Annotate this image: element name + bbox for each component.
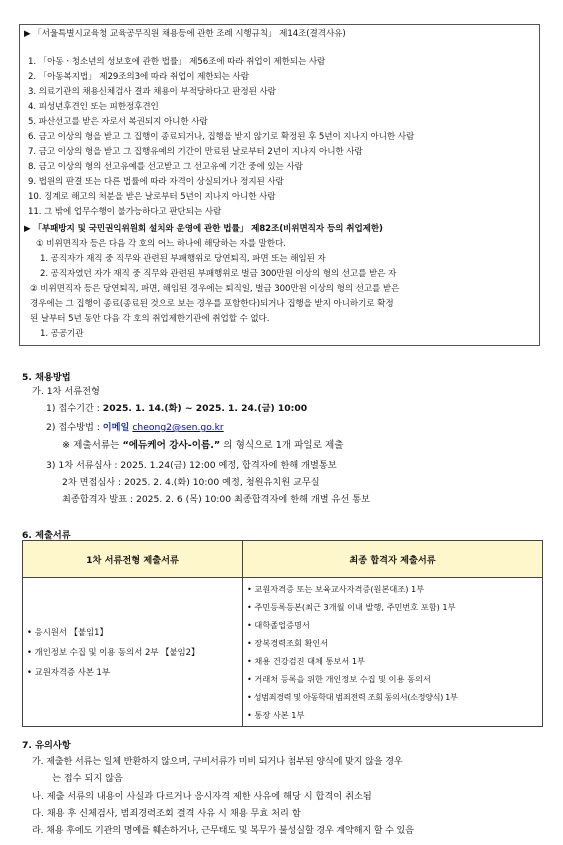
application-method: 2) 접수방법 : 이메일 cheong2@sen.go.kr [46, 422, 224, 433]
list-item: • 거래처 등록을 위한 개인정보 수집 및 이용 동의서 [247, 674, 431, 684]
list-item: • 장복경력조회 확인서 [247, 638, 329, 648]
list-item: • 대학졸업증명서 [247, 620, 310, 630]
clause-para: 경우에는 그 집행이 종료(종료된 것으로 보는 경우를 포함한다)되거나 집행을 받지 아니하기로 확정 [30, 299, 394, 309]
list-item: • 주민등록등본(최근 3개월 이내 발행, 주민번호 포함) 1부 [247, 602, 456, 612]
list-item: 7. 금고 이상의 형을 받고 그 집행유예의 기간이 만료된 날로부터 2년이 지나지 아니한 사람 [28, 147, 363, 157]
list-item: 2. 「아동복지법」 제29조의3에 따라 취업이 제한되는 사람 [28, 72, 249, 82]
notice-item: 다. 채용 후 신체검사, 범죄경력조회 결격 사유 시 채용 무효 처리 함 [32, 808, 301, 819]
section-heading: 5. 채용방법 [22, 372, 71, 383]
application-period: 1) 접수기간 : 2025. 1. 14.(화) ~ 2025. 1. 24.(금) 10:00 [46, 403, 308, 414]
notice-item: 나. 제출 서류의 내용이 사실과 다르거나 응시자격 제한 사유에 해당 시 합격이 취소됨 [32, 791, 372, 802]
notice-item: 가. 제출한 서류는 일체 반환하지 않으며, 구비서류가 미비 되거나 첨부된 양식에 맞지 않을 경우 [32, 756, 403, 767]
subsection-title: 가. 1차 서류전형 [32, 386, 100, 397]
box-title: ▶ 「서울특별시교육청 교육공무직원 채용등에 관한 조례 시행규칙」 제14조(결격사유) [24, 29, 346, 39]
schedule-line: 3) 1차 서류심사 : 2025. 1.24(금) 12:00 예정, 합격자에 한해 개별통보 [46, 460, 337, 471]
section-heading: 6. 제출서류 [22, 530, 71, 541]
column-header: 1차 서류전형 제출서류 [23, 541, 243, 578]
list-item: • 성범죄경력 및 아동학대 범죄전력 조회 동의서(소정양식) 1부 [247, 692, 458, 702]
clause-para: 1. 공직자가 재직 중 직무와 관련된 부패행위로 당연퇴직, 파면 또는 해임된 자 [40, 254, 326, 264]
list-item: 1. 「아동ㆍ청소년의 성보호에 관한 법률」 제56조에 따라 취업이 제한되는 사람 [28, 57, 326, 67]
list-item: • 교원자격증 사본 1부 [27, 667, 110, 677]
box-title-2: ▶ 「부패방지 및 국민권익위원회 설치와 운영에 관한 법률」 제82조(비위면직자 등의 취업제한) [24, 224, 383, 234]
list-item: 9. 법원의 판결 또는 다른 법률에 따라 자격이 상실되거나 정지된 사람 [28, 177, 284, 187]
first-round-docs [23, 578, 243, 727]
clause-para: 된 날부터 5년 동안 다음 각 호의 취업제한기관에 취업할 수 없다. [30, 314, 270, 324]
list-item: 8. 금고 이상의 형의 선고유예를 선고받고 그 선고유예 기간 중에 있는 사람 [28, 162, 303, 172]
list-item: • 채용 건강검진 대체 통보서 1부 [247, 656, 365, 666]
clause-para: 1. 공공기관 [40, 329, 84, 339]
list-item: 5. 파산선고를 받은 자로서 복권되지 아니한 사람 [28, 117, 208, 127]
list-item: 10. 징계로 해고의 처분을 받은 날로부터 5년이 지나지 아니한 사람 [28, 192, 276, 202]
list-item: 3. 의료기관의 채용신체검사 결과 채용이 부적당하다고 판정된 사람 [28, 87, 276, 97]
schedule-line: 최종합격자 발표 : 2025. 2. 6 (목) 10:00 최종합격자에 한해 개별 유선 통보 [62, 494, 370, 505]
clause-para: ① 비위면직자 등은 다음 각 호의 어느 하나에 해당하는 자를 말한다. [36, 239, 286, 249]
documents-table [22, 540, 543, 727]
list-item: 11. 그 밖에 업무수행이 불가능하다고 판단되는 사람 [28, 207, 222, 217]
list-item: 4. 피성년후견인 또는 피한정후견인 [28, 102, 159, 112]
section-heading: 7. 유의사항 [22, 740, 71, 751]
notice-item: 라. 채용 후에도 기관의 명예를 훼손하거나, 근무태도 및 복무가 불성실할 경우 계약해지 할 수 있음 [32, 825, 414, 836]
final-docs [243, 578, 543, 727]
clause-para: 2. 공직자였던 자가 재직 중 직무와 관련된 부패행위로 벌금 300만원 이상의 형의 선고를 받은 자 [40, 269, 397, 279]
list-item: 6. 금고 이상의 형을 받고 그 집행이 종료되거나, 집행을 받지 않기로 확정된 후 5년이 지나지 아니한 사람 [28, 132, 415, 142]
schedule-line: 2차 면접심사 : 2025. 2. 4.(화) 10:00 예정, 청원유치원 교무실 [62, 477, 320, 488]
list-item: • 교원자격증 또는 보육교사자격증(원본대조) 1부 [247, 584, 425, 594]
email-link[interactable]: cheong2@sen.go.kr [132, 422, 224, 433]
clause-para: ② 비위면직자 등은 당연퇴직, 파면, 해임된 경우에는 퇴직일, 벌금 300만원 이상의 형의 선고를 받은 [30, 284, 400, 294]
list-item: • 개인정보 수집 및 이용 동의서 2부 【붙임2】 [27, 647, 200, 657]
list-item: • 통장 사본 1부 [247, 710, 305, 720]
notice-item-cont: 는 접수 되지 않음 [52, 773, 123, 784]
submission-note: ※ 제출서류는 “에듀케어 강사-이름.” 의 형식으로 1개 파일로 제출 [62, 440, 344, 451]
column-header: 최종 합격자 제출서류 [243, 541, 543, 578]
list-item: • 응시원서 【붙임1】 [27, 627, 108, 637]
